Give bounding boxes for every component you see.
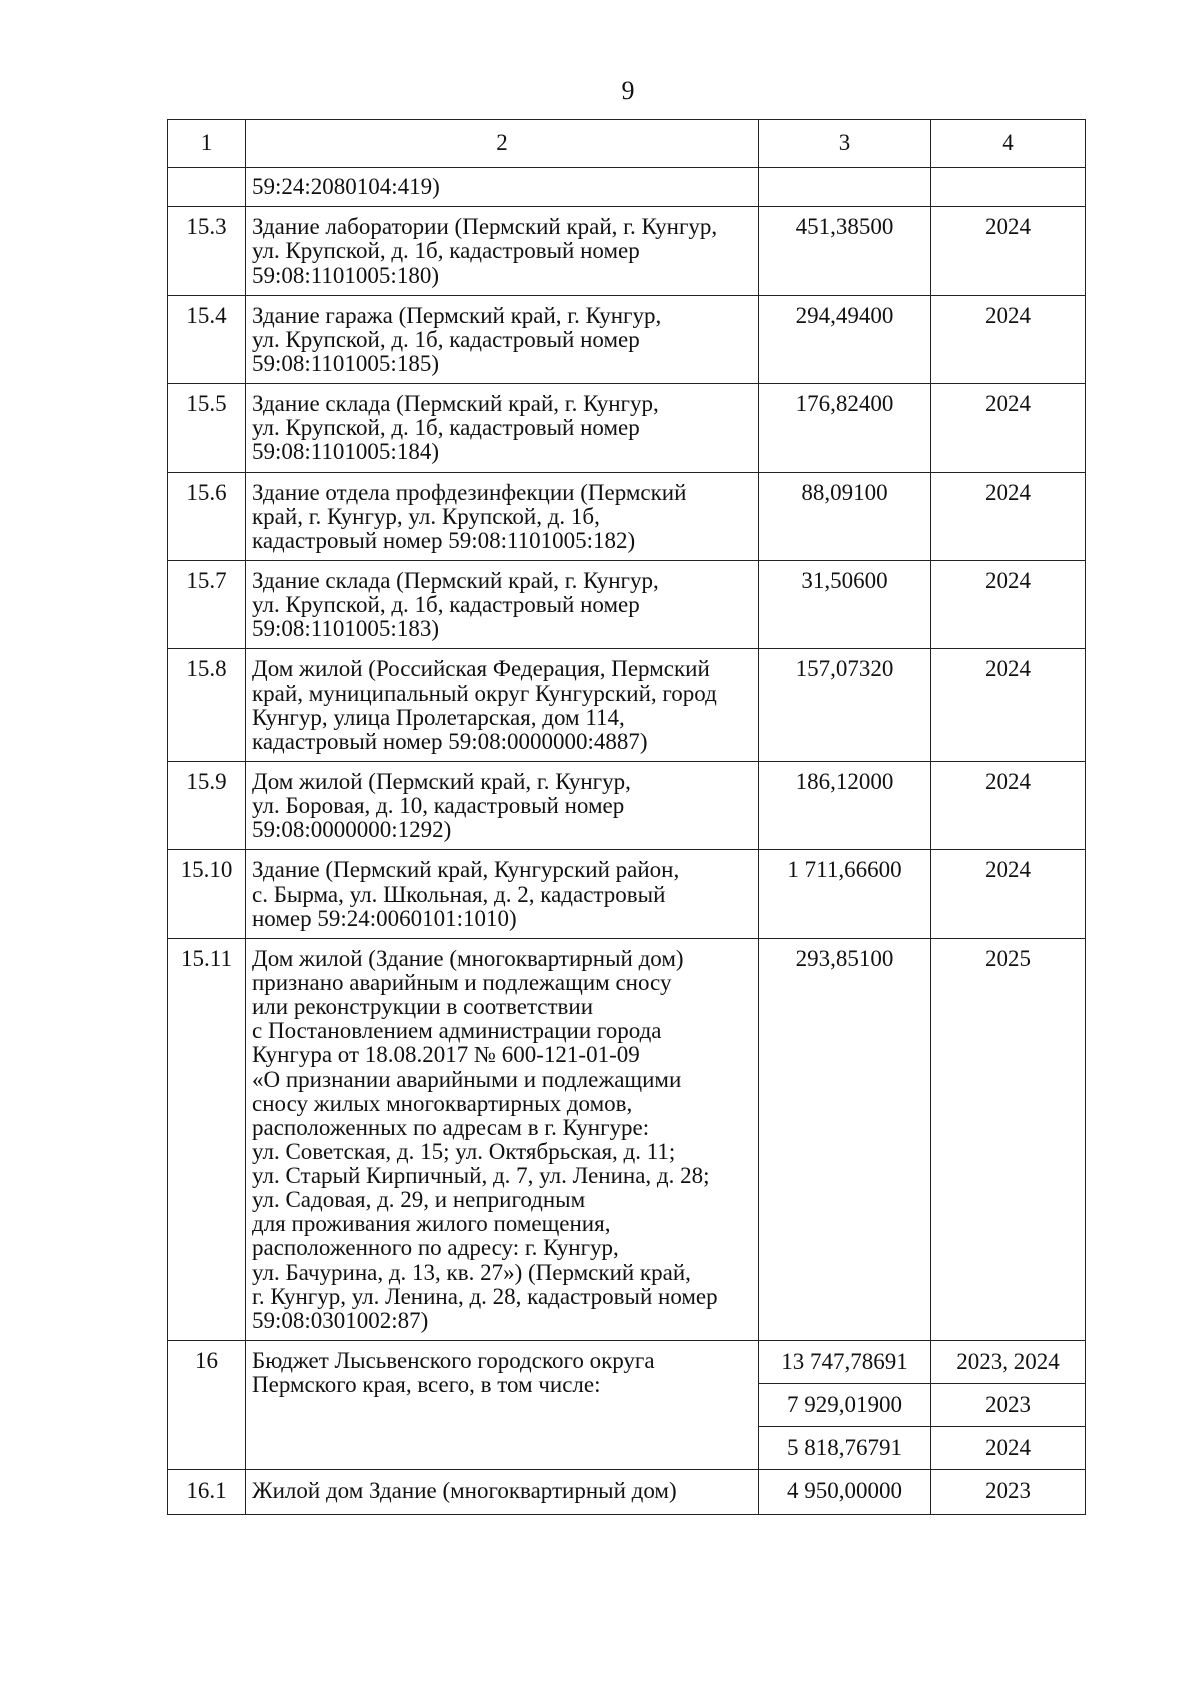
table-row <box>168 295 1086 383</box>
row-description <box>246 384 759 472</box>
row-year: 2023, 2024 <box>931 1341 1086 1384</box>
description-line: Здание отдела профдезинфекции (Пермский <box>252 479 687 505</box>
description-line: ул. Бачурина, д. 13, кв. 27») (Пермский край, <box>252 1259 691 1285</box>
description-line: Здание склада (Пермский край, г. Кунгур, <box>252 391 659 417</box>
description-line: Пермского края, всего, в том числе: <box>252 1372 601 1398</box>
table-row <box>168 560 1086 648</box>
row-value-cell <box>759 168 931 207</box>
continuation-row <box>168 168 1086 207</box>
row-number: 16 <box>168 1341 246 1470</box>
row-number: 15.4 <box>168 295 246 383</box>
description-line: Здание лаборатории (Пермский край, г. Кунгур, <box>252 214 718 240</box>
row-year-cell <box>931 168 1086 207</box>
description-line: г. Кунгур, ул. Ленина, д. 28, кадастровый номер <box>252 1283 718 1309</box>
description-line: ул. Советская, д. 15; ул. Октябрьская, д. 11; <box>252 1138 676 1164</box>
description-line: 59:08:1101005:185) <box>252 350 439 376</box>
column-header: 3 <box>759 120 931 168</box>
row-year: 2024 <box>931 850 1086 938</box>
row-value: 186,12000 <box>759 761 931 849</box>
row-description <box>246 560 759 648</box>
table-row <box>168 207 1086 295</box>
row-value: 157,07320 <box>759 649 931 762</box>
row-value: 5 818,76791 <box>759 1427 931 1470</box>
row-year: 2023 <box>931 1384 1086 1427</box>
description-line: или реконструкции в соответствии <box>252 994 594 1020</box>
row-value: 176,82400 <box>759 384 931 472</box>
row-value: 7 929,01900 <box>759 1384 931 1427</box>
row-description <box>246 472 759 560</box>
column-header: 4 <box>931 120 1086 168</box>
description-line: Бюджет Лысьвенского городского округа <box>252 1348 655 1374</box>
column-header: 1 <box>168 120 246 168</box>
description-line: кадастровый номер 59:08:1101005:182) <box>252 527 636 553</box>
row-value: 88,09100 <box>759 472 931 560</box>
row-year: 2024 <box>931 649 1086 762</box>
description-line: ул. Крупской, д. 1б, кадастровый номер <box>252 238 640 264</box>
table-row <box>168 850 1086 938</box>
description-line: 59:08:1101005:184) <box>252 439 439 465</box>
row-description <box>246 1341 759 1470</box>
row-year: 2024 <box>931 1427 1086 1470</box>
table-row <box>168 938 1086 1340</box>
table-row <box>168 472 1086 560</box>
description-line: 59:08:0301002:87) <box>252 1307 429 1333</box>
description-line: ул. Крупской, д. 1б, кадастровый номер <box>252 415 640 441</box>
row-number: 15.6 <box>168 472 246 560</box>
table-body <box>168 120 1086 1515</box>
row-number-cell <box>168 168 246 207</box>
budget-row <box>168 1341 1086 1384</box>
row-value: 293,85100 <box>759 938 931 1340</box>
row-number: 15.11 <box>168 938 246 1340</box>
description-line: расположенного по адресу: г. Кунгур, <box>252 1235 619 1261</box>
description-line: кадастровый номер 59:08:0000000:4887) <box>252 728 648 754</box>
row-year: 2024 <box>931 560 1086 648</box>
row-year: 2024 <box>931 472 1086 560</box>
description-line: ул. Старый Кирпичный, д. 7, ул. Ленина, д. 28; <box>252 1163 710 1189</box>
row-description <box>246 295 759 383</box>
row-year: 2024 <box>931 295 1086 383</box>
row-description <box>246 850 759 938</box>
row-number: 15.7 <box>168 560 246 648</box>
table-header-row <box>168 120 1086 168</box>
table-row <box>168 649 1086 762</box>
description-line: для проживания жилого помещения, <box>252 1211 611 1237</box>
row-number: 15.10 <box>168 850 246 938</box>
row-year: 2023 <box>931 1470 1086 1514</box>
row-number: 15.3 <box>168 207 246 295</box>
row-value: 13 747,78691 <box>759 1341 931 1384</box>
row-year: 2024 <box>931 207 1086 295</box>
description-line: сносу жилых многоквартирных домов, <box>252 1090 633 1116</box>
description-line: Дом жилой (Российская Федерация, Пермский <box>252 656 710 682</box>
description-line: Здание (Пермский край, Кунгурский район, <box>252 857 680 883</box>
description-line: 59:08:1101005:180) <box>252 262 439 288</box>
row-description <box>246 649 759 762</box>
page-number: 9 <box>621 76 635 105</box>
description-line: ул. Крупской, д. 1б, кадастровый номер <box>252 592 640 618</box>
table-row <box>168 761 1086 849</box>
row-number: 15.5 <box>168 384 246 472</box>
row-description <box>246 207 759 295</box>
row-year: 2024 <box>931 384 1086 472</box>
description-line: Здание склада (Пермский край, г. Кунгур, <box>252 567 659 593</box>
description-line: край, муниципальный округ Кунгурский, город <box>252 680 717 706</box>
row-number: 15.8 <box>168 649 246 762</box>
row-value: 31,50600 <box>759 560 931 648</box>
row-value: 294,49400 <box>759 295 931 383</box>
description-line: ул. Садовая, д. 29, и непригодным <box>252 1187 586 1213</box>
row-value: 451,38500 <box>759 207 931 295</box>
row-year: 2025 <box>931 938 1086 1340</box>
row-value: 1 711,66600 <box>759 850 931 938</box>
description-line: Здание гаража (Пермский край, г. Кунгур, <box>252 302 662 328</box>
description-line: ул. Боровая, д. 10, кадастровый номер <box>252 793 625 819</box>
table-row <box>168 384 1086 472</box>
row-value: 4 950,00000 <box>759 1470 931 1514</box>
description-line: с. Бырма, ул. Школьная, д. 2, кадастровый <box>252 881 666 907</box>
row-description: 59:24:2080104:419) <box>246 168 759 207</box>
table-row <box>168 1470 1086 1514</box>
description-line: «О признании аварийными и подлежащими <box>252 1066 682 1092</box>
description-line: Кунгура от 18.08.2017 № 600-121-01-09 <box>252 1042 640 1068</box>
row-year: 2024 <box>931 761 1086 849</box>
description-line: 59:08:1101005:183) <box>252 616 439 642</box>
row-description: Жилой дом Здание (многоквартирный дом) <box>246 1470 759 1514</box>
row-description <box>246 938 759 1340</box>
row-number: 15.9 <box>168 761 246 849</box>
description-line: 59:08:0000000:1292) <box>252 817 452 843</box>
description-line: ул. Крупской, д. 1б, кадастровый номер <box>252 326 640 352</box>
description-line: признано аварийным и подлежащим сносу <box>252 969 672 995</box>
description-line: Дом жилой (Здание (многоквартирный дом) <box>252 945 684 971</box>
description-line: расположенных по адресам в г. Кунгуре: <box>252 1114 650 1140</box>
property-table <box>167 119 1086 1515</box>
row-number: 16.1 <box>168 1470 246 1514</box>
description-line: номер 59:24:0060101:1010) <box>252 905 517 931</box>
row-description <box>246 761 759 849</box>
description-line: Дом жилой (Пермский край, г. Кунгур, <box>252 768 631 794</box>
description-line: с Постановлением администрации города <box>252 1018 662 1044</box>
description-line: Кунгур, улица Пролетарская, дом 114, <box>252 704 625 730</box>
column-header: 2 <box>246 120 759 168</box>
description-line: край, г. Кунгур, ул. Крупской, д. 1б, <box>252 503 600 529</box>
